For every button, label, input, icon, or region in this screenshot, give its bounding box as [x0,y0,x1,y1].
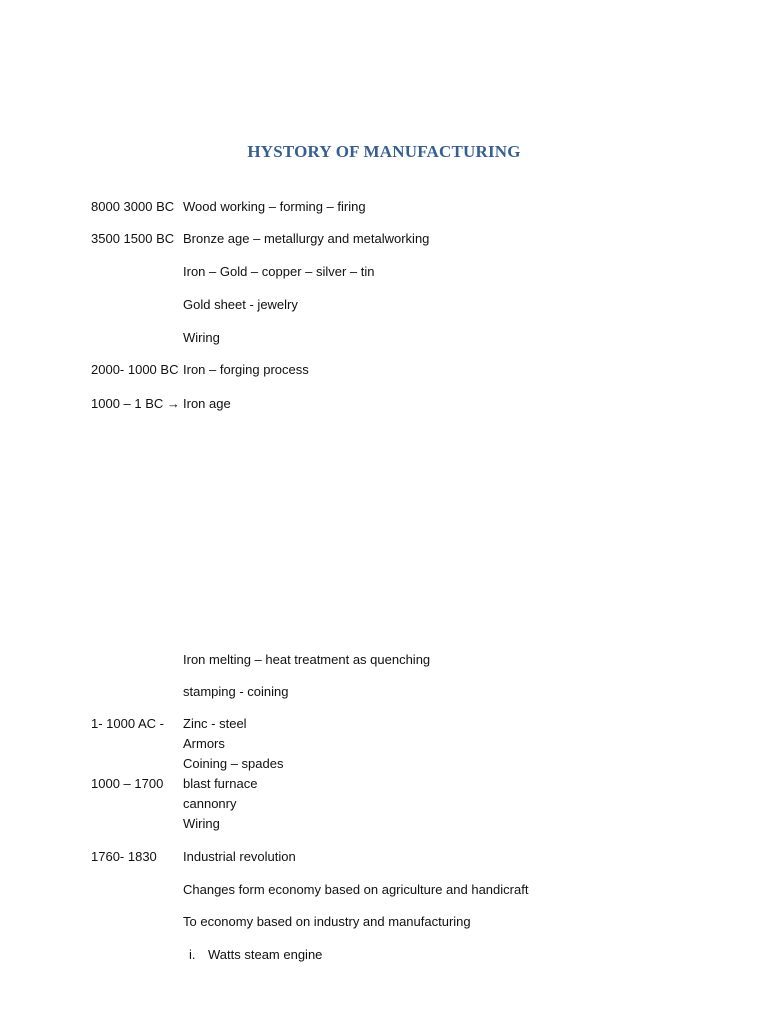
entry-text: Iron age [183,396,231,411]
document-title: HYSTORY OF MANUFACTURING [247,142,521,161]
entry-date: 3500 1500 BC [91,231,175,246]
entry-text: Wiring [183,330,220,345]
entry-text: Wood working – forming – firing [183,199,366,214]
entry-date: 2000- 1000 BC [91,362,179,377]
entry-text: Gold sheet - jewelry [183,297,298,312]
entry-text: Bronze age – metallurgy and metalworking [183,231,430,246]
entry-date: 1760- 1830 [91,849,157,864]
entry-text: Industrial revolution [183,849,296,864]
entry-text: cannonry [183,796,237,811]
entry-text: Wiring [183,816,220,831]
entry-date: 1000 – 1700 [91,776,164,791]
entry-date: 1- 1000 AC - [91,716,164,731]
entry-text: Iron – Gold – copper – silver – tin [183,264,375,279]
entry-text: stamping - coining [183,684,289,699]
list-item-text: Watts steam engine [208,947,323,962]
entry-text: blast furnace [183,776,258,791]
entry-date: 1000 – 1 BC → [91,396,180,411]
entry-text: Iron melting – heat treatment as quenching [183,652,431,667]
entry-text: Iron – forging process [183,362,309,377]
entry-text: Zinc - steel [183,716,247,731]
entry-text: Armors [183,736,225,751]
entry-text: Coining – spades [183,756,284,771]
entry-text: Changes form economy based on agriculture and handicraft [183,882,529,897]
list-marker: i. [189,947,196,962]
entry-text: To economy based on industry and manufacturing [183,914,471,929]
entry-date: 8000 3000 BC [91,199,175,214]
